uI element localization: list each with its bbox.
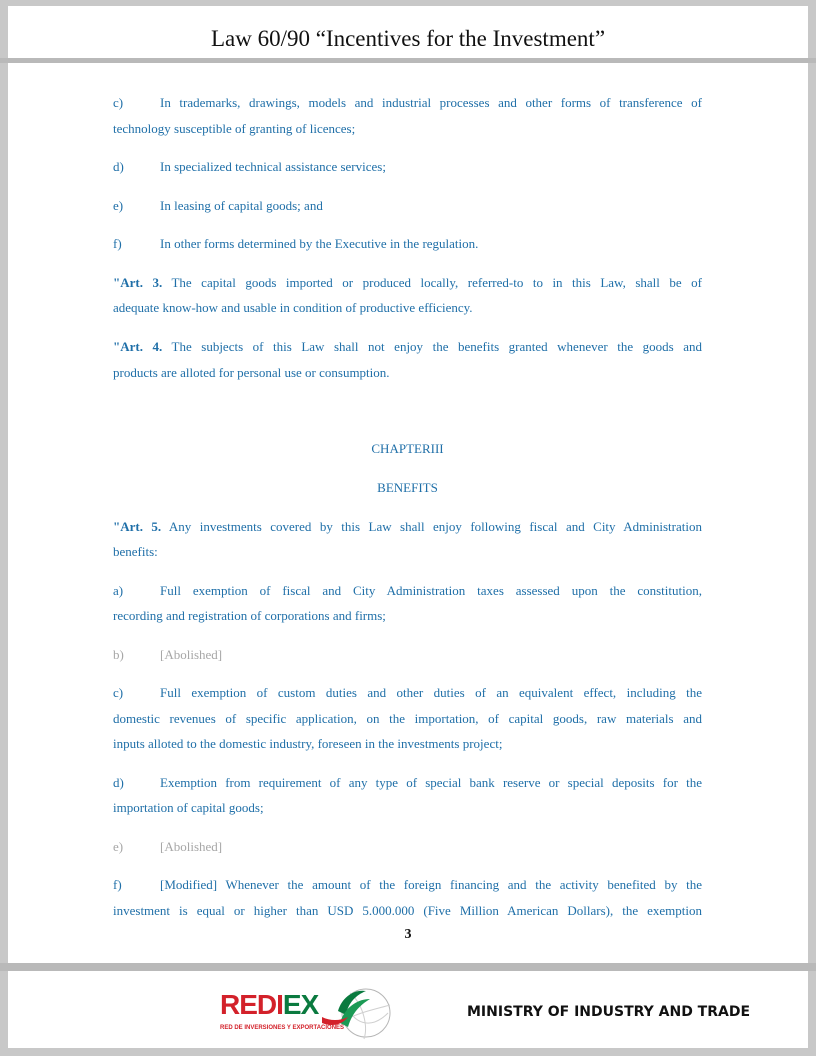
item-a-line1: a) Full exemption of fiscal and City Administration taxes assessed upon the constitution, [113, 583, 702, 598]
art-4-line2: products are alloted for personal use or consumption. [113, 365, 390, 380]
item-d-bank-reserve-line2: importation of capital goods; [113, 800, 264, 815]
rediex-logo [220, 983, 400, 1043]
item-b-abolished: b) [Abolished] [113, 647, 223, 662]
page-header [8, 6, 808, 58]
art-4-heading: "Art. 4. [113, 339, 163, 354]
item-c-trademarks-line1: c) In trademarks, drawings, models and industrial processes and other forms of transference of [113, 95, 702, 110]
logo-subtitle: RED DE INVERSIONES Y EXPORTACIONES [220, 1025, 345, 1031]
art-3-line1: "Art. 3. The capital goods imported or produced locally, referred-to to in this Law, shall be of [113, 275, 702, 290]
item-c-customs-line1: c) Full exemption of custom duties and other duties of an equivalent effect, including the [113, 685, 702, 700]
ministry-name: MINISTRY OF INDUSTRY AND TRADE [467, 1004, 751, 1020]
item-f-foreign-financing-line2: investment is equal or higher than USD 5.000.000 (Five Million American Dollars), the exemption [113, 903, 702, 918]
art-3-heading: "Art. 3. [113, 275, 163, 290]
logo-wordmark: REDIEX [220, 989, 319, 1020]
art-3-line2: adequate know-how and usable in condition of productive efficiency. [113, 300, 473, 315]
globe-swirl-icon [320, 983, 392, 1043]
page-number: 3 [404, 927, 412, 942]
art-5-heading: "Art. 5. [113, 519, 162, 534]
art-5-line2: benefits: [113, 544, 158, 559]
art-4-line1: "Art. 4. The subjects of this Law shall not enjoy the benefits granted whenever the goods and [113, 339, 702, 354]
item-d-technical-assistance: d) In specialized technical assistance services; [113, 159, 386, 174]
item-a-line2: recording and registration of corporations and firms; [113, 608, 386, 623]
item-c-customs-line3: inputs alloted to the domestic industry, foreseen in the investments project; [113, 736, 503, 751]
page-footer [8, 971, 808, 1048]
item-c-customs-line2: domestic revenues of specific application, on the importation, of capital goods, raw materials and [113, 711, 702, 726]
document-title: Law 60/90 “Incentives for the Investment” [210, 26, 606, 51]
chapter-title: BENEFITS [377, 480, 438, 495]
item-f-foreign-financing-line1: f) [Modified] Whenever the amount of the foreign financing and the activity benefited by the [113, 877, 702, 892]
item-f-other-forms: f) In other forms determined by the Executive in the regulation. [113, 236, 479, 251]
item-d-bank-reserve-line1: d) Exemption from requirement of any type of special bank reserve or special deposits for the [113, 775, 702, 790]
item-e-leasing: e) In leasing of capital goods; and [113, 198, 323, 213]
item-c-trademarks-line2: technology susceptible of granting of licences; [113, 121, 356, 136]
document-page [8, 63, 808, 963]
art-5-line1: "Art. 5. Any investments covered by this Law shall enjoy following fiscal and City Administration [113, 519, 702, 534]
chapter-heading: CHAPTERIII [371, 441, 444, 456]
item-e-abolished: e) [Abolished] [113, 839, 223, 854]
footer-divider [0, 963, 816, 971]
